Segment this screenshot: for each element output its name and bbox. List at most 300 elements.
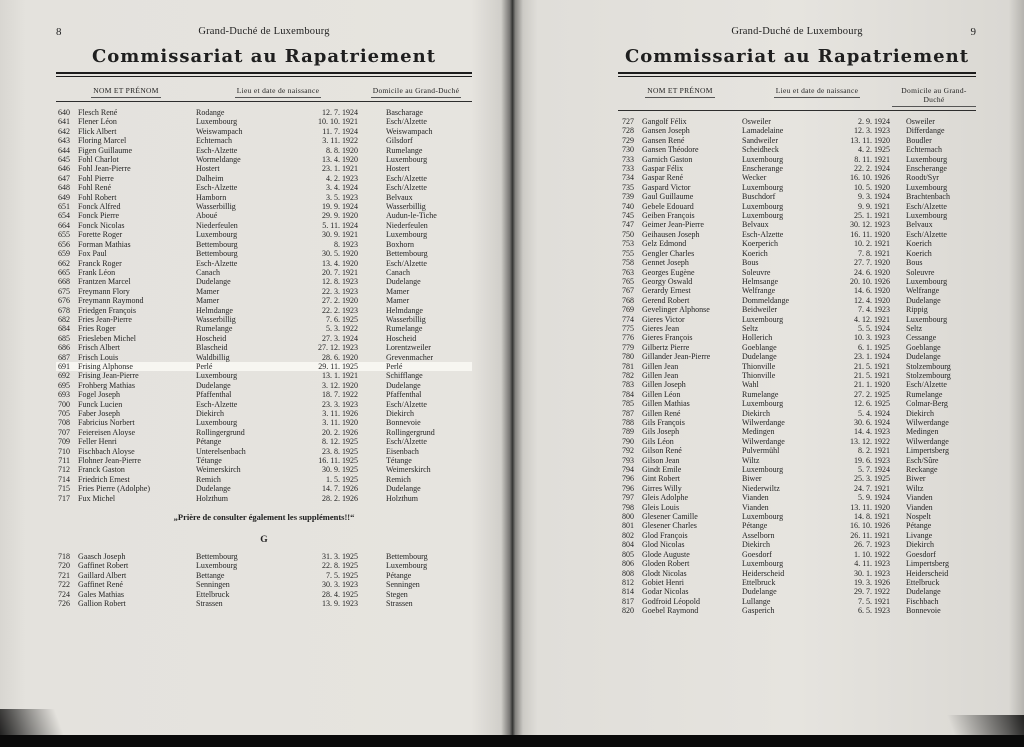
entry-name: Gaul Guillaume	[642, 192, 694, 202]
birth-date: 4. 2. 1923	[326, 173, 358, 183]
table-row	[618, 390, 976, 399]
birth-date: 10. 3. 1923	[854, 333, 890, 343]
entry-name: Friedgen François	[78, 305, 136, 315]
entry-number: 721	[58, 570, 70, 580]
table-row	[618, 559, 976, 568]
domicile: Heiderscheid	[906, 568, 949, 578]
entry-number: 718	[58, 552, 70, 562]
entry-name: Frising Alphonse	[78, 361, 133, 371]
birth-place: Koerich	[742, 248, 768, 258]
table-row	[618, 211, 976, 220]
entry-name: Fux Michel	[78, 493, 116, 503]
birth-date: 14. 7. 1926	[322, 484, 358, 494]
entry-number: 714	[58, 474, 70, 484]
birth-place: Diekirch	[742, 540, 770, 550]
table-row	[56, 136, 472, 145]
table-row	[618, 173, 976, 182]
birth-date: 5. 7. 1924	[858, 465, 890, 475]
birth-place: Esch-Alzette	[196, 258, 238, 268]
domicile: Tétange	[386, 456, 412, 466]
entry-name: Gaillard Albert	[78, 570, 127, 580]
entry-number: 695	[58, 380, 70, 390]
birth-date: 6. 5. 1923	[858, 606, 890, 616]
domicile: Luxembourg	[386, 155, 428, 165]
entry-number: 781	[622, 361, 634, 371]
entry-number: 700	[58, 399, 70, 409]
birth-place: Pfaffenthal	[196, 390, 232, 400]
entry-number: 820	[622, 606, 634, 616]
domicile: Eisenbach	[386, 446, 419, 456]
birth-place: Wormeldange	[196, 155, 241, 165]
birth-place: Perlé	[196, 361, 213, 371]
supplements-note: „Prière de consulter également les suppléments!!“	[173, 512, 355, 523]
birth-date: 13. 11. 1920	[850, 135, 890, 145]
domicile: Wasserbillig	[386, 314, 426, 324]
entry-number: 814	[622, 587, 634, 597]
entry-name: Flener Léon	[78, 117, 117, 127]
birth-date: 19. 9. 1924	[322, 202, 358, 212]
column-header-birth: Lieu et date de naissance	[196, 86, 360, 98]
domicile: Vianden	[906, 502, 933, 512]
table-row	[56, 561, 472, 570]
birth-date: 7. 8. 1921	[858, 248, 890, 258]
entry-number: 745	[622, 211, 634, 221]
entry-name: Gilson Jean	[642, 455, 680, 465]
domicile: Grevenmacher	[386, 352, 434, 362]
entry-name: Flohner Jean-Pierre	[78, 456, 141, 466]
page-title: Commissariat au Rapatriement	[91, 46, 437, 67]
entry-name: Glode Auguste	[642, 549, 690, 559]
entry-number: 735	[622, 182, 634, 192]
table-row	[56, 428, 472, 437]
birth-date: 3. 4. 1924	[326, 183, 358, 193]
domicile: Dudelange	[386, 380, 421, 390]
entry-name: Flesch René	[78, 108, 118, 117]
entry-number: 651	[58, 202, 70, 212]
birth-place: Luxembourg	[196, 371, 238, 381]
table-row	[618, 192, 976, 201]
table-row	[56, 334, 472, 343]
column-header-name: NOM ET PRÉNOM	[618, 86, 742, 107]
table-row	[618, 446, 976, 455]
entry-number: 708	[58, 418, 70, 428]
entry-number: 727	[622, 117, 634, 126]
birth-place: Bettembourg	[196, 552, 238, 562]
domicile: Helmdange	[386, 305, 423, 315]
domicile: Diekirch	[906, 408, 934, 418]
birth-place: Rollingergrund	[196, 427, 245, 437]
domicile: Esch/Alzette	[386, 437, 427, 447]
domicile: Rumelange	[906, 389, 943, 399]
table-row	[618, 220, 976, 229]
birth-date: 7. 4. 1923	[858, 305, 890, 315]
birth-place: Helmsange	[742, 276, 778, 286]
birth-date: 30. 3. 1923	[322, 580, 358, 590]
entry-name: Franck Gaston	[78, 465, 125, 475]
birth-date: 5. 11. 1924	[322, 220, 358, 230]
entry-number: 776	[622, 333, 634, 343]
entry-name: Gerardy Ernest	[642, 286, 691, 296]
domicile: Dudelange	[386, 484, 421, 494]
table-row	[618, 418, 976, 427]
domicile: Mamer	[386, 296, 410, 306]
domicile: Luxembourg	[906, 314, 948, 324]
domicile: Esch/Alzette	[386, 399, 427, 409]
birth-place: Gasperich	[742, 606, 775, 616]
table-row	[56, 343, 472, 352]
table-row	[56, 259, 472, 268]
entry-number: 659	[58, 249, 70, 259]
domicile: Bascharage	[386, 108, 423, 117]
birth-date: 1. 5. 1925	[326, 474, 358, 484]
domicile: Limpertsberg	[906, 559, 949, 569]
birth-place: Tétange	[196, 456, 222, 466]
birth-place: Dudelange	[742, 352, 777, 362]
birth-place: Hamborn	[196, 192, 227, 202]
birth-place: Luxembourg	[742, 154, 784, 164]
entry-name: Fonck Nicolas	[78, 220, 125, 230]
birth-date: 22. 8. 1925	[322, 561, 358, 571]
table-row	[56, 306, 472, 315]
entry-name: Fohl René	[78, 183, 112, 193]
column-header-domicile: Domicile au Grand-Duché	[360, 86, 472, 98]
entry-number: 642	[58, 126, 70, 136]
domicile: Bettembourg	[386, 552, 428, 562]
birth-place: Pulvermühl	[742, 446, 780, 456]
table-row	[618, 587, 976, 596]
entry-name: Frantzen Marcel	[78, 277, 131, 287]
entry-name: Faber Joseph	[78, 409, 120, 418]
domicile: Echternach	[906, 145, 942, 155]
table-row	[56, 146, 472, 155]
birth-date: 21. 1. 1920	[854, 380, 890, 390]
birth-place: Esch-Alzette	[196, 183, 238, 193]
birth-place: Heiderscheid	[742, 568, 785, 578]
domicile: Niederfeulen	[386, 220, 428, 230]
birth-date: 27. 12. 1923	[318, 343, 358, 353]
domicile: Esch/Alzette	[386, 173, 427, 183]
entry-name: Glesener Charles	[642, 521, 697, 531]
birth-place: Mamer	[196, 286, 220, 296]
domicile: Audun-le-Tiche	[386, 211, 437, 221]
domicile: Rumelange	[386, 145, 423, 155]
birth-place: Luxembourg	[742, 465, 784, 475]
domicile: Nospelt	[906, 512, 931, 522]
entry-name: Feller Henri	[78, 437, 117, 447]
entry-number: 646	[58, 164, 70, 174]
entry-name: Gaspar René	[642, 173, 684, 183]
birth-place: Osweiler	[742, 117, 771, 126]
birth-place: Belvaux	[742, 220, 769, 230]
birth-date: 27. 2. 1925	[854, 389, 890, 399]
birth-place: Bettembourg	[196, 239, 238, 249]
entry-number: 785	[622, 399, 634, 409]
birth-date: 8. 1923	[334, 239, 358, 249]
domicile: Welfrange	[906, 286, 940, 296]
table-row	[618, 521, 976, 530]
birth-date: 12. 3. 1923	[854, 126, 890, 136]
domicile: Limpertsberg	[906, 446, 949, 456]
domicile: Diekirch	[386, 409, 414, 418]
entry-number: 684	[58, 324, 70, 334]
entry-number: 796	[622, 474, 634, 484]
table-row	[56, 324, 472, 333]
domicile: Canach	[386, 267, 410, 277]
birth-date: 12. 7. 1924	[322, 108, 358, 117]
entry-number: 789	[622, 427, 634, 437]
table-row	[618, 277, 976, 286]
birth-place: Bettange	[196, 570, 225, 580]
entry-name: Freymann Raymond	[78, 296, 144, 306]
birth-date: 12. 6. 1925	[854, 399, 890, 409]
domicile: Koerich	[906, 239, 932, 249]
table-row	[618, 597, 976, 606]
table-row	[56, 277, 472, 286]
entry-name: Funck Lucien	[78, 399, 123, 409]
entry-number: 768	[622, 295, 634, 305]
table-row	[56, 202, 472, 211]
birth-date: 13. 11. 1920	[850, 502, 890, 512]
table-row	[618, 484, 976, 493]
domicile: Medingen	[906, 427, 939, 437]
table-row	[618, 183, 976, 192]
birth-place: Canach	[196, 267, 220, 277]
domicile: Luxembourg	[906, 182, 948, 192]
domicile: Cessange	[906, 333, 937, 343]
domicile: Hoscheid	[386, 333, 417, 343]
table-row	[618, 550, 976, 559]
birth-place: Luxembourg	[742, 512, 784, 522]
table-row	[56, 475, 472, 484]
birth-place: Dudelange	[196, 484, 231, 494]
domicile: Senningen	[386, 580, 420, 590]
entry-number: 730	[622, 145, 634, 155]
domicile: Osweiler	[906, 117, 935, 126]
table-row	[618, 399, 976, 408]
birth-date: 24. 6. 1920	[854, 267, 890, 277]
birth-place: Senningen	[196, 580, 230, 590]
table-row	[56, 409, 472, 418]
domicile: Esch/Sûre	[906, 455, 939, 465]
birth-date: 5. 5. 1924	[858, 323, 890, 333]
birth-place: Blascheid	[196, 343, 228, 353]
entry-name: Gengler Charles	[642, 248, 695, 258]
title-rule	[618, 72, 976, 77]
entry-number: 729	[622, 135, 634, 145]
birth-place: Thionville	[742, 361, 776, 371]
birth-date: 29. 11. 1925	[318, 361, 358, 371]
birth-place: Enscherange	[742, 164, 783, 174]
book-spine-shadow	[501, 0, 523, 736]
birth-place: Wasserbillig	[196, 202, 236, 212]
birth-place: Koerperich	[742, 239, 778, 249]
entry-number: 726	[58, 599, 70, 609]
domicile: Belvaux	[906, 220, 933, 230]
birth-place: Luxembourg	[742, 201, 784, 211]
table-row	[618, 249, 976, 258]
birth-date: 8. 11. 1921	[854, 154, 890, 164]
domicile: Luxembourg	[906, 276, 948, 286]
birth-place: Asselborn	[742, 530, 775, 540]
domicile: Goeblange	[906, 342, 941, 352]
page-right	[512, 0, 1024, 736]
entry-name: Gils François	[642, 418, 685, 427]
column-header-birth: Lieu et date de naissance	[742, 86, 892, 107]
entry-number: 685	[58, 333, 70, 343]
entry-number: 808	[622, 568, 634, 578]
domicile: Stolzembourg	[906, 370, 951, 380]
birth-place: Niederfeulen	[196, 220, 238, 230]
birth-date: 28. 4. 1925	[322, 589, 358, 599]
table-row	[56, 268, 472, 277]
entry-name: Frank Léon	[78, 267, 116, 277]
entry-name: Fries Pierre (Adolphe)	[78, 484, 150, 494]
birth-place: Bettembourg	[196, 249, 238, 259]
entry-name: Frohberg Mathias	[78, 380, 135, 390]
entry-number: 687	[58, 352, 70, 362]
domicile: Esch/Alzette	[386, 183, 427, 193]
birth-place: Luxembourg	[196, 561, 238, 571]
birth-date: 23. 1. 1921	[322, 164, 358, 174]
table-row	[56, 164, 472, 173]
birth-date: 4. 12. 1921	[854, 314, 890, 324]
entry-name: Figen Guillaume	[78, 145, 132, 155]
table-row	[618, 230, 976, 239]
birth-place: Lamadelaine	[742, 126, 784, 136]
entry-number: 804	[622, 540, 634, 550]
entry-name: Gint Robert	[642, 474, 680, 484]
birth-date: 4. 2. 1925	[858, 145, 890, 155]
table-row	[56, 127, 472, 136]
domicile: Weiswampach	[386, 126, 433, 136]
birth-place: Diekirch	[196, 409, 224, 418]
entry-number: 812	[622, 577, 634, 587]
entry-name: Gloden Robert	[642, 559, 690, 569]
domicile: Fischbach	[906, 596, 939, 606]
entry-name: Gaffinet Robert	[78, 561, 129, 571]
birth-date: 3. 12. 1920	[322, 380, 358, 390]
birth-date: 30. 5. 1920	[322, 249, 358, 259]
birth-date: 13. 4. 1920	[322, 258, 358, 268]
entry-number: 676	[58, 296, 70, 306]
birth-place: Esch-Alzette	[196, 399, 238, 409]
entry-name: Geiben François	[642, 211, 695, 221]
table-row	[56, 371, 472, 380]
entry-number: 733	[622, 154, 634, 164]
domicile: Goesdorf	[906, 549, 936, 559]
entry-name: Frising Jean-Pierre	[78, 371, 139, 381]
birth-date: 16. 10. 1926	[850, 521, 890, 531]
entry-name: Gangolf Félix	[642, 117, 687, 126]
domicile: Bettembourg	[386, 249, 428, 259]
entry-name: Fohl Jean-Pierre	[78, 164, 131, 174]
running-head	[56, 26, 472, 44]
birth-date: 30. 12. 1923	[850, 220, 890, 230]
table-row	[618, 333, 976, 342]
birth-place: Wilwerdange	[742, 418, 785, 427]
table-row	[56, 108, 472, 117]
entry-number: 769	[622, 305, 634, 315]
birth-place: Vianden	[742, 493, 769, 503]
entry-number: 758	[622, 258, 634, 268]
birth-place: Medingen	[742, 427, 775, 437]
entry-name: Garnich Gaston	[642, 154, 693, 164]
birth-place: Vianden	[742, 502, 769, 512]
birth-place: Buschdorf	[742, 192, 776, 202]
entry-name: Georges Eugène	[642, 267, 695, 277]
birth-place: Dudelange	[742, 587, 777, 597]
entry-number: 793	[622, 455, 634, 465]
domicile: Rollingergrund	[386, 427, 435, 437]
birth-date: 20. 10. 1926	[850, 276, 890, 286]
entry-number: 692	[58, 371, 70, 381]
entry-name: Fries Jean-Pierre	[78, 314, 132, 324]
table-row	[618, 465, 976, 474]
entry-number: 655	[58, 230, 70, 240]
birth-date: 3. 5. 1923	[326, 192, 358, 202]
entry-number: 797	[622, 493, 634, 503]
birth-place: Thionville	[742, 370, 776, 380]
birth-date: 23. 1. 1924	[854, 352, 890, 362]
table-row	[618, 126, 976, 135]
entry-number: 664	[58, 220, 70, 230]
domicile: Strassen	[386, 599, 413, 609]
birth-place: Ettelbruck	[742, 577, 776, 587]
birth-place: Echternach	[196, 136, 232, 146]
entry-number: 691	[58, 361, 70, 371]
birth-date: 19. 3. 1926	[854, 577, 890, 587]
domicile: Wilwerdange	[906, 436, 949, 446]
entry-number: 747	[622, 220, 634, 230]
table-row	[56, 571, 472, 580]
birth-date: 31. 3. 1925	[322, 552, 358, 562]
birth-date: 28. 6. 1920	[322, 352, 358, 362]
entry-name: Georgy Oswald	[642, 276, 693, 286]
entry-number: 784	[622, 389, 634, 399]
birth-place: Mamer	[196, 296, 220, 306]
birth-date: 3. 11. 1922	[322, 136, 358, 146]
table-row	[618, 474, 976, 483]
table-row	[618, 606, 976, 615]
entry-number: 705	[58, 409, 70, 418]
entry-number: 693	[58, 390, 70, 400]
birth-date: 13. 1. 1921	[322, 371, 358, 381]
birth-place: Luxembourg	[742, 559, 784, 569]
birth-place: Hollerich	[742, 333, 773, 343]
domicile: Stolzembourg	[906, 361, 951, 371]
entry-name: Gaspard Victor	[642, 182, 691, 192]
entry-name: Gillen Mathias	[642, 399, 690, 409]
table-row	[56, 465, 472, 474]
entry-number: 780	[622, 352, 634, 362]
birth-place: Goeblange	[742, 342, 777, 352]
entry-number: 779	[622, 342, 634, 352]
birth-date: 25. 1. 1921	[854, 211, 890, 221]
entry-name: Gennet Joseph	[642, 258, 689, 268]
entry-name: Friedrich Ernest	[78, 474, 130, 484]
entry-name: Glod Nicolas	[642, 540, 685, 550]
domicile: Luxembourg	[906, 154, 948, 164]
entry-name: Gillen René	[642, 408, 681, 418]
entry-number: 710	[58, 446, 70, 456]
entry-name: Godfroid Léopold	[642, 596, 700, 606]
entry-number: 790	[622, 436, 634, 446]
domicile: Luxembourg	[906, 211, 948, 221]
entry-number: 775	[622, 323, 634, 333]
table-row	[618, 268, 976, 277]
domicile: Brachtenbach	[906, 192, 950, 202]
domicile: Dudelange	[906, 295, 941, 305]
